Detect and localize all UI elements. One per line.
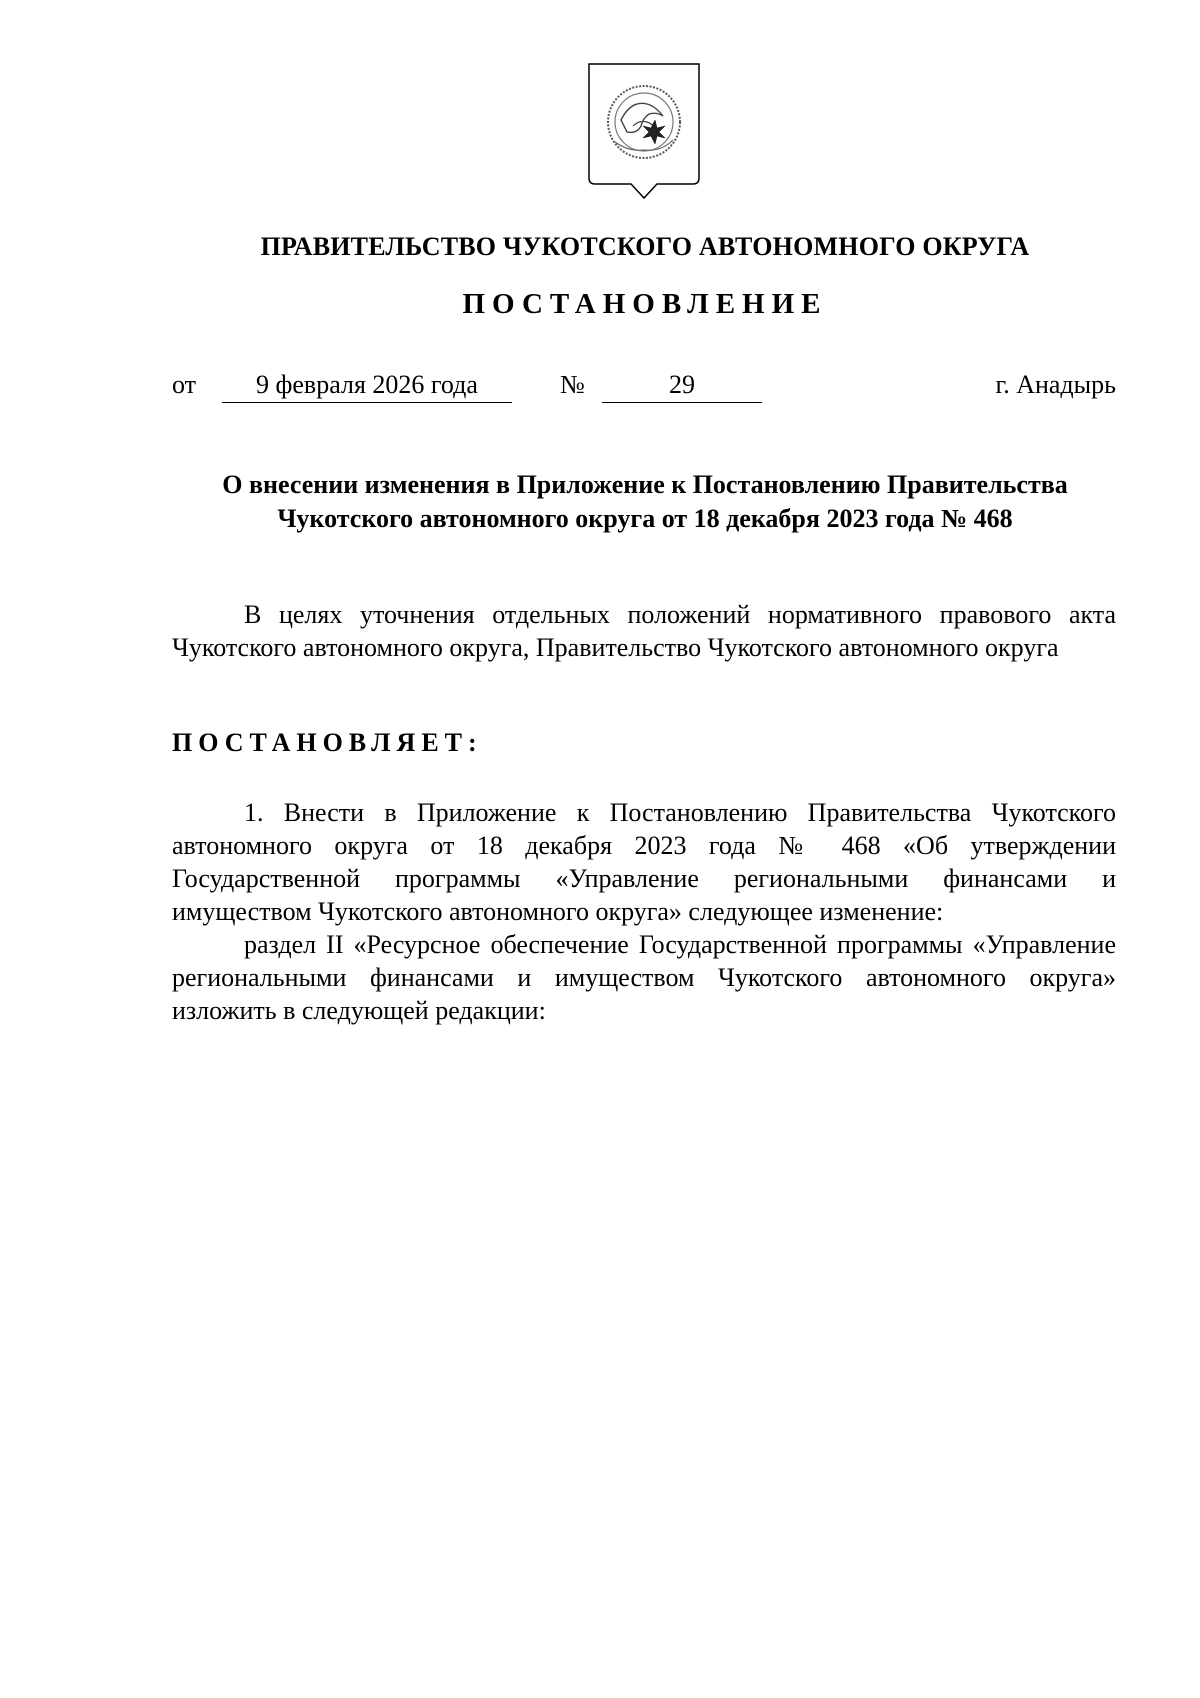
document-city: г. Анадырь: [995, 370, 1116, 399]
document-type-heading: ПОСТАНОВЛЕНИЕ: [462, 288, 828, 320]
document-meta-row: [172, 370, 1116, 410]
document-date: 9 февраля 2026 года: [222, 370, 512, 403]
document-number: 29: [602, 370, 762, 403]
date-prefix-label: от: [172, 370, 197, 399]
decree-word-heading: ПОСТАНОВЛЯЕТ:: [172, 728, 483, 757]
government-title: ПРАВИТЕЛЬСТВО ЧУКОТСКОГО АВТОНОМНОГО ОКРУГА: [260, 232, 1030, 261]
coat-of-arms-emblem: [585, 60, 703, 210]
item-1-detail-paragraph: раздел II «Ресурсное обеспечение Государственной программы «Управление региональными финансами и имуществом Чукотского автономного округа» изложить в следующей редакции:: [172, 930, 1116, 1025]
document-subject-heading: О внесении изменения в Приложение к Постановлению Правительства Чукотского автономного округа от 18 декабря 2023 года № 468: [222, 470, 1068, 533]
preamble-paragraph: В целях уточнения отдельных положений нормативного правового акта Чукотского автономного округа, Правительство Чукотского автономного округа: [172, 600, 1116, 662]
number-sign-label: №: [560, 370, 585, 399]
item-1-paragraph: 1. Внести в Приложение к Постановлению Правительства Чукотского автономного округа от 18 декабря 2023 года № 468 «Об утверждении Государственной программы «Управление региональными финансами и имуществом Чукотского автономного округа» следующее изменение:: [172, 798, 1116, 926]
